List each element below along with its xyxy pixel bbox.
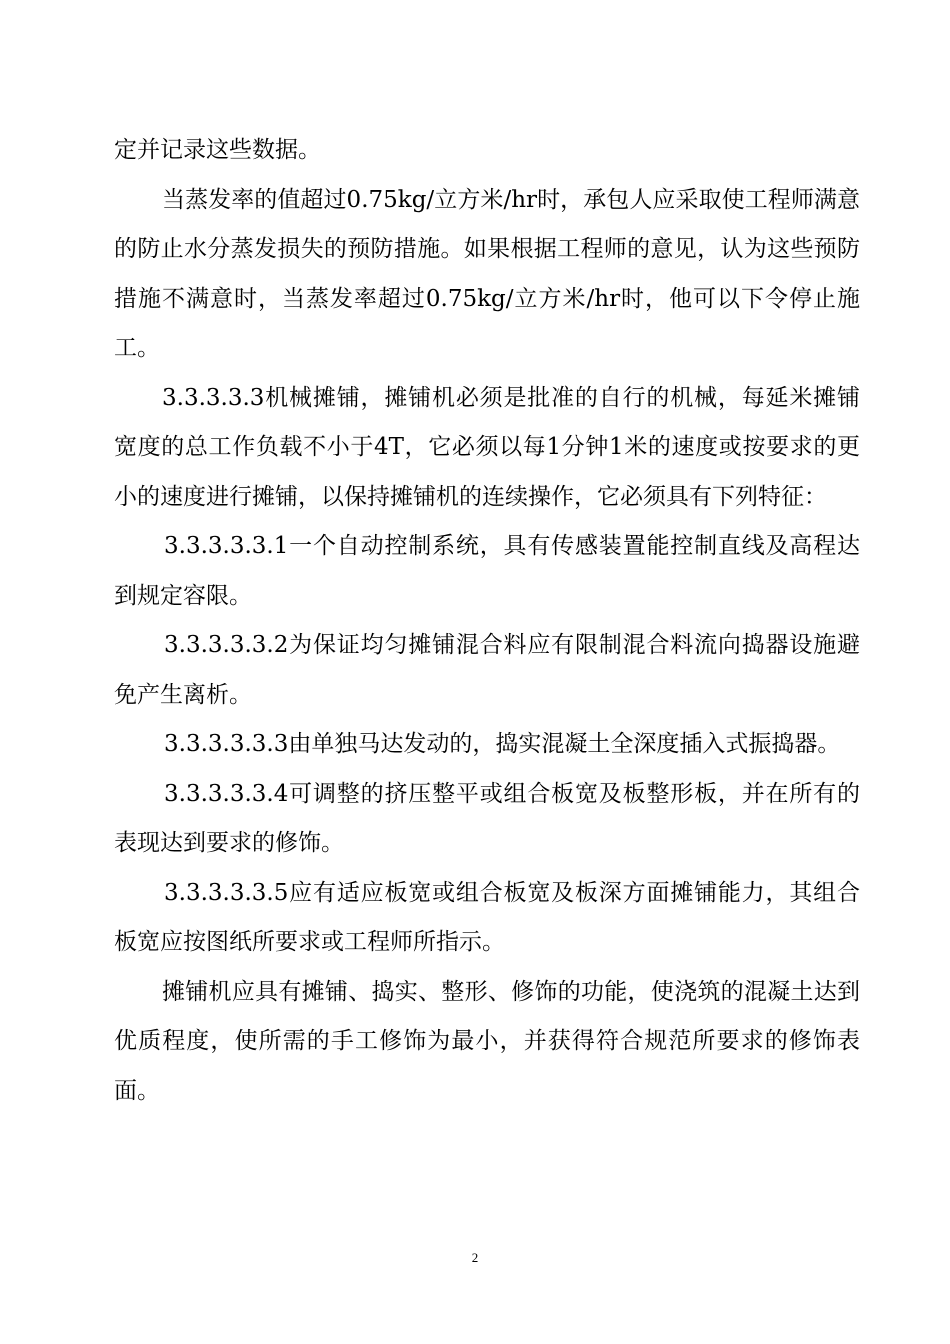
paragraph-6: 3.3.3.3.3.3由单独马达发动的，捣实混凝土全深度插入式振捣器。 <box>164 731 841 757</box>
paragraph-7: 3.3.3.3.3.4可调整的挤压整平或组合板宽及板整形板，并在所有的表现达到要求的修饰。 <box>114 780 860 856</box>
paragraph-2: 当蒸发率的值超过0.75kg/立方米/hr时，承包人应采取使工程师满意的防止水分蒸发损失的预防措施。如果根据工程师的意见，认为这些预防措施不满意时，当蒸发率超过0.75kg/立方米/hr时，他可以下令停止施工。 <box>114 186 860 361</box>
paragraph-3: 3.3.3.3.3机械摊铺，摊铺机必须是批准的自行的机械，每延米摊铺宽度的总工作负载不小于4T，它必须以每1分钟1米的速度或按要求的更小的速度进行摊铺，以保持摊铺机的连续操作，它必须具有下列特征： <box>114 384 860 510</box>
paragraph-5: 3.3.3.3.3.2为保证均匀摊铺混合料应有限制混合料流向捣器设施避免产生离析。 <box>114 632 860 708</box>
paragraph-1: 定并记录这些数据。 <box>114 137 321 163</box>
paragraph-8: 3.3.3.3.3.5应有适应板宽或组合板宽及板深方面摊铺能力，其组合板宽应按图纸所要求或工程师所指示。 <box>114 879 860 955</box>
page-number: 2 <box>471 1250 479 1265</box>
body-text <box>114 126 860 1116</box>
paragraph-9: 摊铺机应具有摊铺、捣实、整形、修饰的功能，使浇筑的混凝土达到优质程度，使所需的手工修饰为最小，并获得符合规范所要求的修饰表面。 <box>114 978 860 1104</box>
paragraph-4: 3.3.3.3.3.1一个自动控制系统，具有传感装置能控制直线及高程达到规定容限。 <box>114 533 860 609</box>
